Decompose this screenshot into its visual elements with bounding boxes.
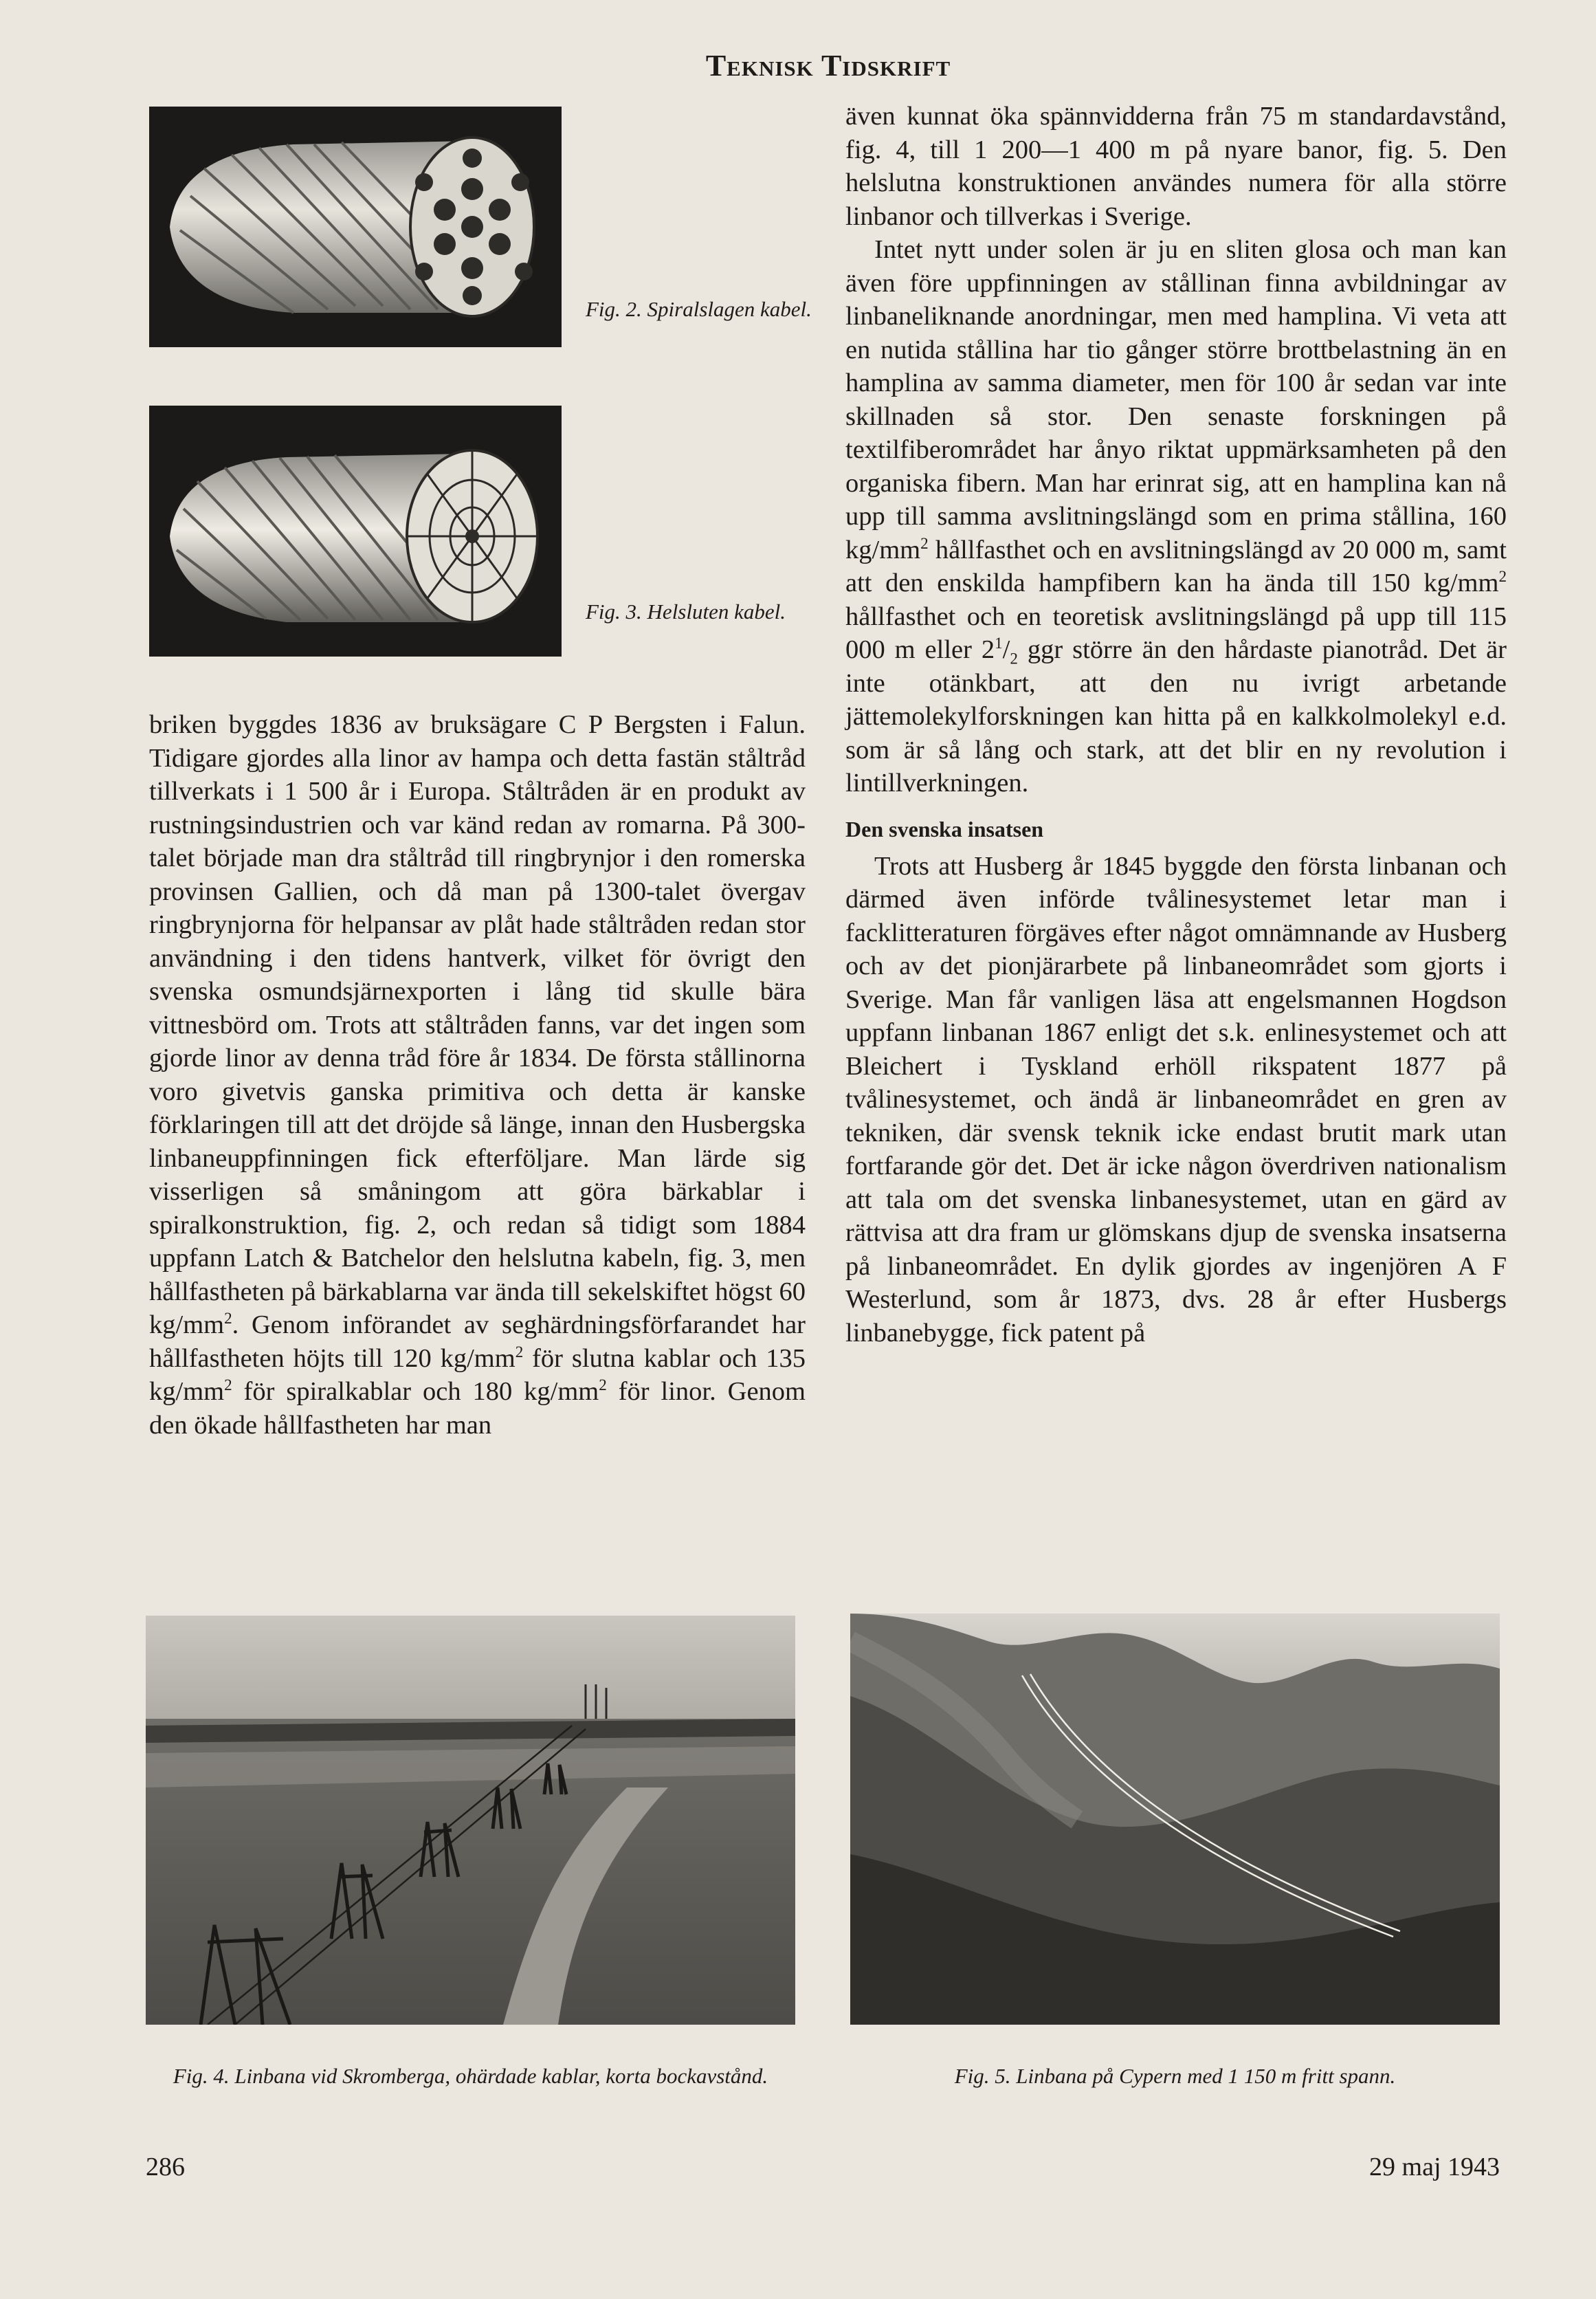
left-column-text [149, 708, 806, 1442]
fig2-spiral-cable-photo [149, 107, 562, 347]
journal-header: Teknisk Tidskrift [705, 49, 951, 82]
issue-date: 29 maj 1943 [1369, 2153, 1500, 2181]
left-paragraph-1: briken byggdes 1836 av bruksägare C P Bergsten i Falun. Tidigare gjordes alla linor av hampa och detta fastän ståltråd tillverkats i 1 500 år i Europa. Ståltråden är en produkt av rustningsindustrien och var känd redan av romarna. På 300-talet började man dra ståltråd till ringbrynjor i den romerska provinsen Gallien, och då man på 1300-talet övergav ringbrynjorna för helpansar av plåt hade ståltråden redan stor användning i den tidens hantverk, vilket för övrigt den svenska osmundsjärnexporten i lång tid skulle bära vittnesbörd om. Trots att ståltråden fanns, var det ingen som gjorde linor av denna tråd före år 1834. De första stållinorna voro givetvis ganska primitiva och detta är kanske förklaringen till att det dröjde så länge, innan den Husbergska linbaneuppfinningen fick efterföljare. Man lärde sig visserligen så småningom att göra bärkablar i spiralkonstruktion, fig. 2, och redan så tidigt som 1884 uppfann Latch & Batchelor den helslutna kabeln, fig. 3, men hållfastheten på bärkablarna var ända till sekelskiftet högst 60 $kg/mm^2$. Genom införandet av seghärdningsförfarandet har hållfastheten höjts till 120 $kg/mm^2$ för slutna kablar och 135 $kg/mm^2$ för spiralkablar och 180 $kg/mm^2$ för linor. Genom den ökade hållfastheten har man [149, 710, 806, 1440]
fig2-caption: Fig. 2. Spiralslagen kabel. [586, 297, 812, 321]
fig3-locked-coil-cable-photo [149, 406, 562, 657]
right-paragraph-2: Intet nytt under solen är ju en sliten glosa och man kan även före uppfinningen av stållinan finna avbildningar av linbaneliknande anordningar, men med hamplina. Vi veta att en nutida stållina har tio gånger större brottbelastning än en hamplina av samma diameter, men för 100 år sedan var inte skillnaden så stor. Den senaste forskningen på textilfiberområdet har ånyo riktat uppmärksamheten på den organiska fibern. Man har erinrat sig, att en hamplina kan nå upp till samma avslitningslängd som en prima stållina, 160 $kg/mm^2$ hållfasthet och en avslitningslängd av 20 000 m, samt att den enskilda hampfibern kan ha ända till 150 $kg/mm^2$ hållfasthet och en teoretisk avslitningslängd på upp till 115 000 m eller $2^1/_2$ ggr större än den hårdaste pianotråd. Det är inte otänkbart, att den nu ivrigt arbetande jättemolekylforskningen kan hitta på en kalkkolmolekyl e.d. som är så lång och stark, att det blir en ny revolution i lintillverkningen. [845, 235, 1507, 798]
fig5-cyprus-cableway-photo [850, 1614, 1500, 2025]
page-number: 286 [146, 2153, 185, 2181]
right-paragraph-1: även kunnat öka spännvidderna från 75 m standardavstånd, fig. 4, till 1 200—1 400 m på nyare banor, fig. 5. Den helslutna konstruktionen användes numera för alla större linbanor och tillverkas i Sverige. [845, 102, 1507, 231]
right-column-text [845, 100, 1507, 1350]
fig4-skromberga-cableway-photo [146, 1616, 795, 2025]
right-paragraph-3: Trots att Husberg år 1845 byggde den första linbanan och därmed även införde tvålinesystemet letar man i facklitteraturen förgäves efter något omnämnande av Husberg och av det pionjärarbete på linbaneområdet som gjorts i Sverige. Man får vanligen läsa att engelsmannen Hogdson uppfann linbanan 1867 enligt det s.k. enlinesystemet och att Bleichert i Tyskland erhöll rikspatent 1877 på tvålinesystemet, och ändå är linbaneområdet en gren av tekniken, där svensk teknik icke endast brutit mark utan fortfarande gör det. Det är icke någon överdriven nationalism att tala om det svenska linbanesystemet, utan en gärd av rättvisa att dra fram ur glömskans djup de svenska insatserna på linbaneområdet. En dylik gjordes av ingenjören A F Westerlund, som år 1873, dvs. 28 år efter Husbergs linbanebygge, fick patent på [845, 851, 1507, 1348]
fig4-caption: Fig. 4. Linbana vid Skromberga, ohärdade kablar, korta bockavstånd. [173, 2064, 768, 2088]
section-heading: Den svenska insatsen [845, 816, 1044, 842]
fig5-caption: Fig. 5. Linbana på Cypern med 1 150 m fritt spann. [954, 2064, 1396, 2088]
fig3-caption: Fig. 3. Helsluten kabel. [586, 600, 786, 624]
